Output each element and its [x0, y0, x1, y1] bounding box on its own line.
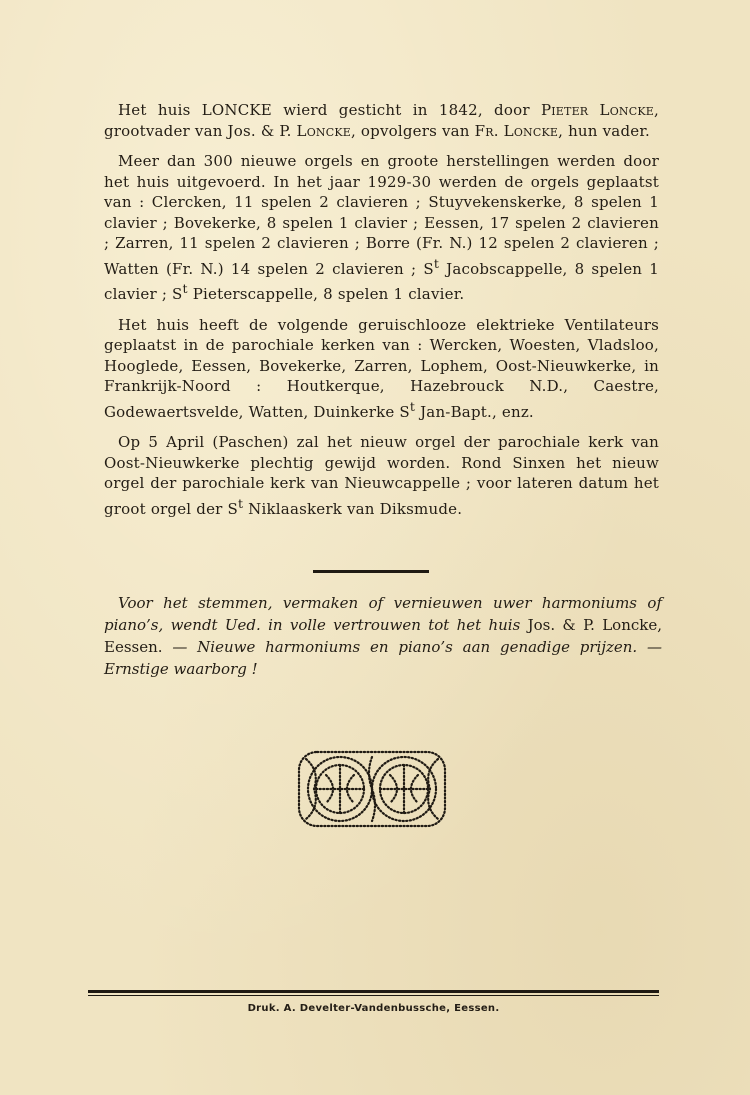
founder-name: Pieter Loncke: [540, 101, 655, 119]
text-run: , opvolgers van: [351, 121, 475, 140]
notice-paragraph: [104, 592, 662, 680]
text-run: Pieterscappelle, 8 spelen 1 clavier.: [187, 285, 465, 303]
paragraph-organs: [104, 151, 659, 305]
paragraph-history: [104, 100, 659, 141]
harmonium-notice: [104, 592, 662, 680]
printer-imprint: Druk. A. Develter-Vandenbussche, Eessen.: [247, 1003, 500, 1014]
text-run: Op 5 April (Paschen) zal het nieuw orgel der parochiale kerk van Oost-Nieuwkerke plechtig gewijd worden. Rond Sinxen het nieuw orgel der parochiale kerk van Nieuwcappelle ; voor lateren datum het groot orgel der S: [104, 433, 659, 518]
celtic-double-wheel-ornament-icon: [296, 749, 448, 829]
firm-address: Jos. & P. Loncke, Eessen.: [104, 616, 662, 656]
footer-rule-thick: [88, 990, 659, 993]
text-run: Meer dan 300 nieuwe orgels en groote herstellingen werden door het huis uitgevoerd. In het jaar 1929-30 werden de orgels geplaatst van : Clercken, 11 spelen 2 clavieren ; Stuyvekenskerke, 8 spelen 1 clavier ; Bovekerke, 8 spelen 1 clavier ; Eessen, 17 spelen 2 clavieren ; Zarren, 11 spelen 2 clavieren ; Borre (Fr. N.) 12 spelen 2 clavieren ; Watten (Fr. N.) 14 spelen 2 clavieren ; S: [104, 152, 659, 278]
text-run: , hun vader.: [558, 121, 651, 140]
paragraph-ventilators: [104, 315, 659, 423]
superscript: t: [237, 495, 244, 511]
text-run: Jan-Bapt., enz.: [415, 402, 534, 421]
superscript: t: [409, 398, 416, 414]
father-name: Fr. Loncke: [474, 121, 559, 140]
text-run: Het huis heeft de volgende geruischlooze elektrieke Ventilateurs geplaatst in de parochiale kerken van : Wercken, Woesten, Vladsloo, Hooglede, Eessen, Bovekerke, Zarren, Lophem, Oost-Nieuwkerke, in Frankrijk-Noord : Houtkerque, Hazebrouck N.D., Caestre, Godewaertsvelde, Watten, Duinkerke S: [104, 315, 659, 421]
family-name: Loncke: [296, 121, 351, 140]
text-run: — Nieuwe harmoniums en piano’s aan genadige prijzen. — Ernstige waarborg !: [104, 638, 662, 678]
text-run: Het huis LONCKE wierd gesticht in 1842, door: [118, 101, 541, 119]
body-text: [104, 100, 659, 529]
text-run: Voor het stemmen, vermaken of vernieuwen uwer harmoniums of piano’s, wendt Ued. in volle vertrouwen tot het huis: [104, 594, 662, 634]
text-run: Niklaaskerk van Diksmude.: [243, 499, 463, 518]
text-run: Jacobscappelle, 8 spelen 1 clavier ; S: [104, 259, 659, 303]
text-run: , grootvader van Jos. & P.: [104, 101, 659, 140]
section-divider: [313, 570, 429, 573]
superscript: t: [182, 281, 188, 296]
footer-rule-thin: [88, 995, 659, 996]
paragraph-upcoming: [104, 432, 659, 519]
superscript: t: [433, 255, 440, 271]
